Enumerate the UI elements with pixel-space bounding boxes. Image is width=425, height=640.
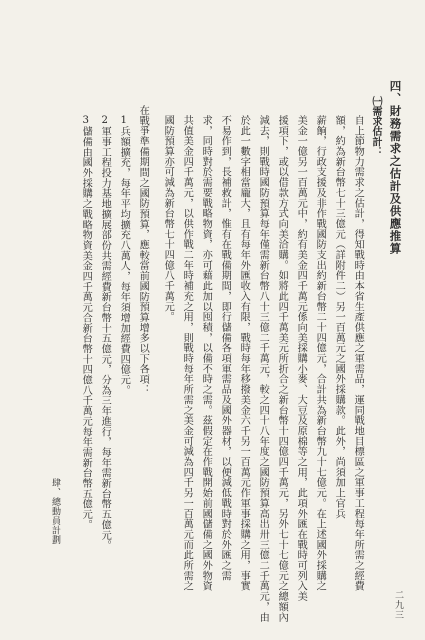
body-column-10: 共值美金四千萬元，以供作戰二年時補充之用，則戰時每年所需之美金可減為四千另一百萬元而此所需之 [181, 115, 193, 592]
body-column-12: 在戰爭準備期間之國防預算，應較當前國防預算增多以下各項： [137, 105, 149, 395]
list-item-3: 3儲備由國外採購之戰略物資美金四千萬元合新台幣十四億八千萬元每年需新台幣五億元。 [80, 115, 92, 530]
list-item-1: 1兵額擴充，每年平均擴充八萬人，每年須增加經費四億元。 [118, 115, 130, 396]
body-column-2: 額，約為新台幣七十三億元（詳附件二）另一百萬元之國外採購款。此外，尚須加上官兵 [333, 115, 345, 519]
body-column-7: 於此一數字相當龐大，且有每年外匯收入有限，戰時每年移撥美金六千另一百萬元作軍事採購之用，事實 [238, 115, 250, 592]
section-title: 四、財務需求之估計及供應推算 [388, 80, 403, 255]
page-number: 二九三 [393, 590, 403, 620]
body-column-6: 減去，則戰時國防預算每年僅需新台幣八十三億二千萬元，較之四十八年度之國防預算高出卅三億二千萬元，由 [257, 115, 269, 623]
body-column-4: 美金一億另一百萬元中，約有美金四千萬元係向美採購小麥、大豆及原棉等之用，此項外匯在戰時可列入美 [295, 115, 307, 602]
body-column-5: 援項下，或以借款方式向美洽購。如將此四千萬美元所折合之新台幣十四億四千萬元，另外七十七億元之總額內 [276, 115, 288, 623]
body-column-1: 自上節物力需求之估計，得知戰時由本省生產供應之軍需品，運同戰地目標區之軍事工程每年所需之經費 [352, 115, 364, 592]
footer-chapter: 肆、總動員計劃 [50, 478, 60, 545]
body-column-9: 求，同時對於需要戰略物資，亦可藉此加以囤積，以備不時之需。茲假定在作戰開始前國儲備之國外物資 [200, 115, 212, 592]
body-column-3: 薪餉，行政支援及非作戰國防支出約新台幣二十四億元，合計共為新台幣九十七億元。在上述國外採購之 [314, 115, 326, 592]
body-column-8: 不易作到，長補救計，惟有在戰備期間，即行儲備各項軍需品及國外器材，以便減低戰時對於外匯之需 [219, 115, 231, 581]
subsection-title: ㈠需求估計： [370, 96, 381, 157]
list-item-2: 2軍事工程投力基地擴展部份共需經費新台幣十五億元，分為三年進行，每年需新台幣五億元。 [99, 115, 111, 551]
body-column-11: 國防預算亦可減為新台幣七十四億八千萬元。 [162, 115, 174, 322]
